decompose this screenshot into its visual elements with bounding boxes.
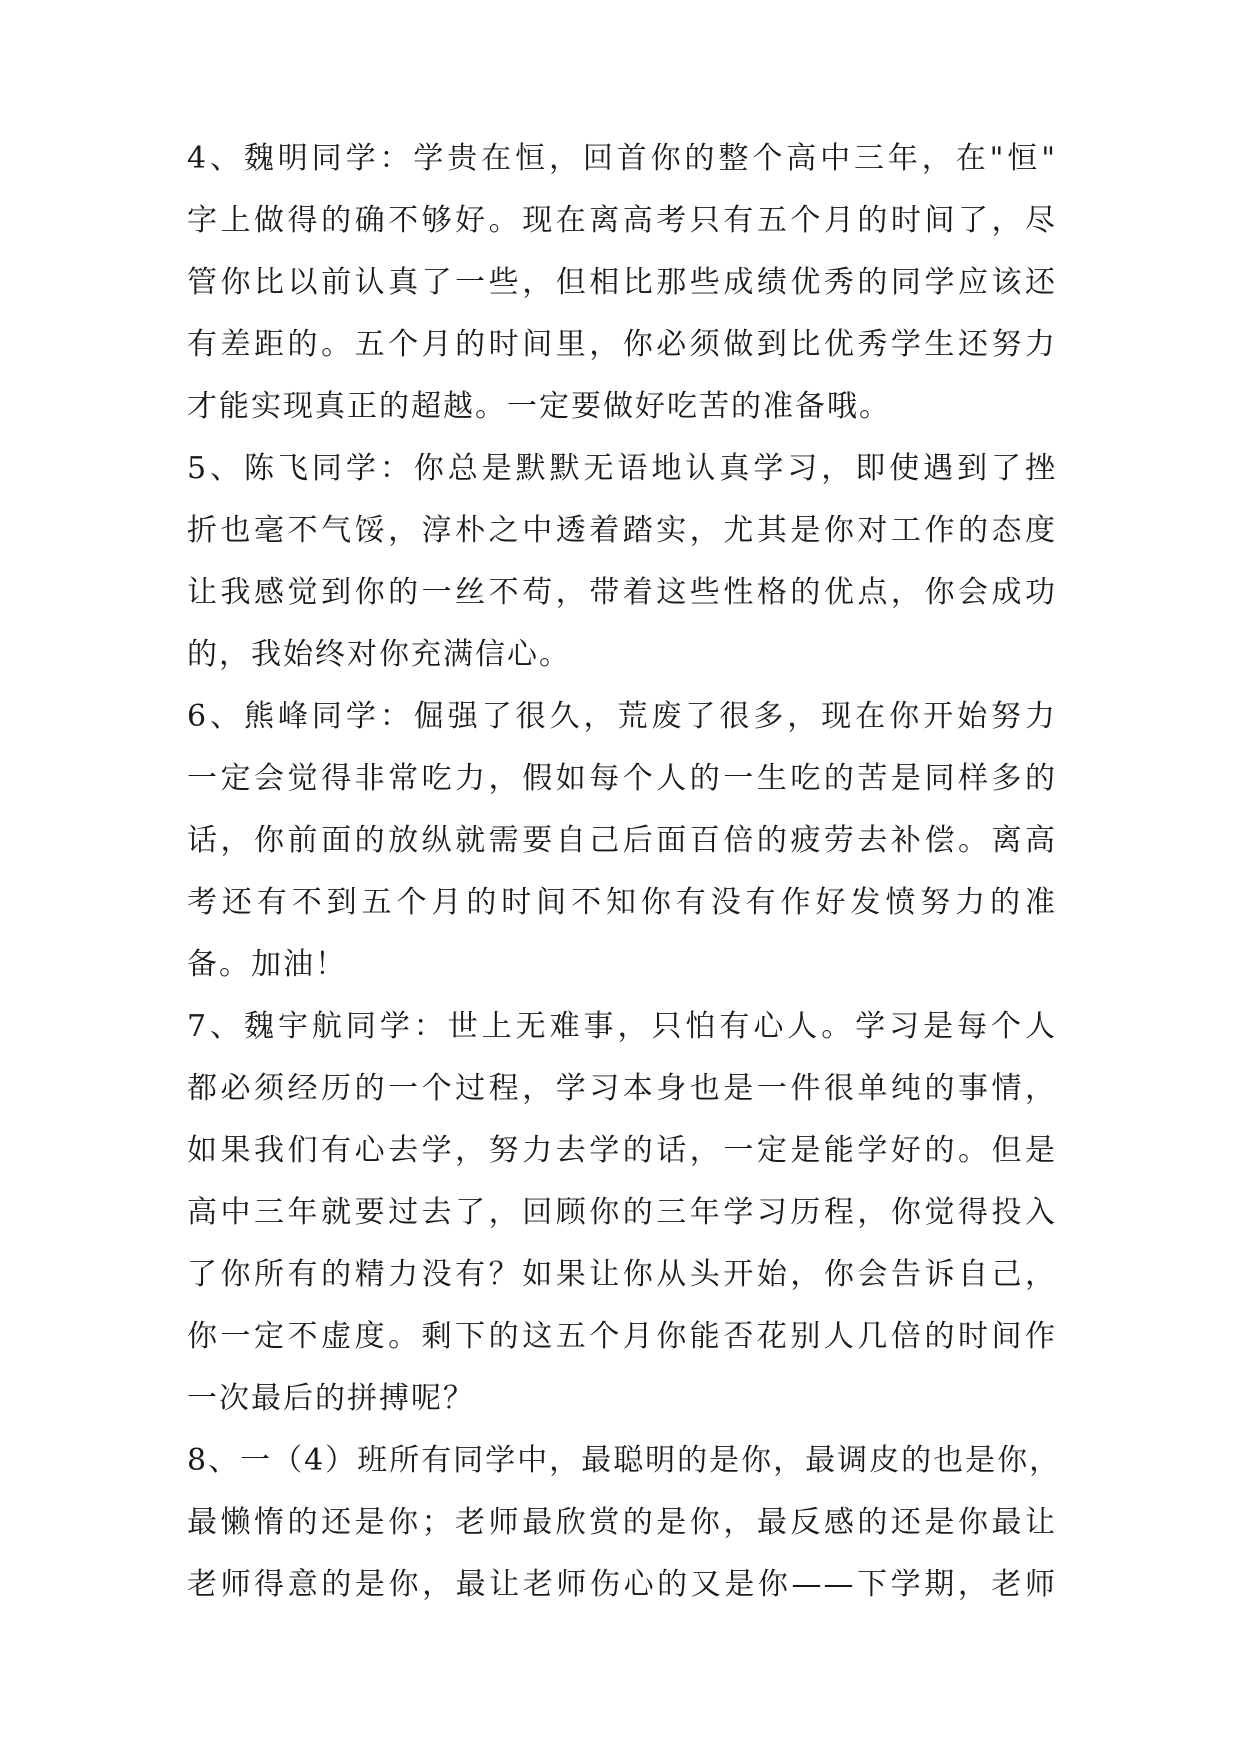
text-line: 最懒惰的还是你；老师最欣赏的是你，最反感的还是你最让 — [187, 1505, 1057, 1540]
text-line: 考还有不到五个月的时间不知你有没有作好发愤努力的准 — [187, 885, 1057, 920]
text-line: 7、魏宇航同学：世上无难事，只怕有心人。学习是每个人 — [187, 1009, 1057, 1044]
text-line: 都必须经历的一个过程，学习本身也是一件很单纯的事情， — [187, 1071, 1057, 1106]
text-line: 老师得意的是你，最让老师伤心的又是你——下学期，老师 — [187, 1567, 1057, 1602]
paragraph-5 — [187, 438, 1057, 686]
text-line: 高中三年就要过去了，回顾你的三年学习历程，你觉得投入 — [187, 1195, 1057, 1230]
text-line: 备。加油！ — [187, 947, 347, 982]
paragraph-8 — [187, 1430, 1062, 1616]
text-line: 5、陈飞同学：你总是默默无语地认真学习，即使遇到了挫 — [187, 451, 1057, 486]
paragraph-7 — [187, 996, 1057, 1430]
text-line: 让我感觉到你的一丝不苟，带着这些性格的优点，你会成功 — [187, 575, 1057, 610]
text-line: 话，你前面的放纵就需要自己后面百倍的疲劳去补偿。离高 — [187, 823, 1057, 858]
text-line: 的，我始终对你充满信心。 — [187, 637, 571, 672]
text-line: 8、一（4）班所有同学中，最聪明的是你，最调皮的也是你， — [187, 1443, 1062, 1478]
text-line: 字上做得的确不够好。现在离高考只有五个月的时间了，尽 — [187, 203, 1057, 238]
text-line: 才能实现真正的超越。一定要做好吃苦的准备哦。 — [187, 389, 891, 424]
text-line: 6、熊峰同学：倔强了很久，荒废了很多，现在你开始努力 — [187, 699, 1057, 734]
paragraph-6 — [187, 686, 1057, 996]
text-line: 折也毫不气馁，淳朴之中透着踏实，尤其是你对工作的态度 — [187, 513, 1057, 548]
paragraph-4 — [187, 128, 1057, 438]
text-line: 一次最后的拼搏呢？ — [187, 1381, 475, 1416]
text-line: 管你比以前认真了一些，但相比那些成绩优秀的同学应该还 — [187, 265, 1057, 300]
text-line: 了你所有的精力没有？如果让你从头开始，你会告诉自己， — [187, 1257, 1057, 1292]
text-line: 有差距的。五个月的时间里，你必须做到比优秀学生还努力 — [187, 327, 1057, 362]
text-line: 如果我们有心去学，努力去学的话，一定是能学好的。但是 — [187, 1133, 1057, 1168]
document-body — [187, 128, 1062, 1616]
text-line: 4、魏明同学：学贵在恒，回首你的整个高中三年，在"恒" — [187, 141, 1057, 176]
text-line: 你一定不虚度。剩下的这五个月你能否花别人几倍的时间作 — [187, 1319, 1057, 1354]
text-line: 一定会觉得非常吃力，假如每个人的一生吃的苦是同样多的 — [187, 761, 1057, 796]
